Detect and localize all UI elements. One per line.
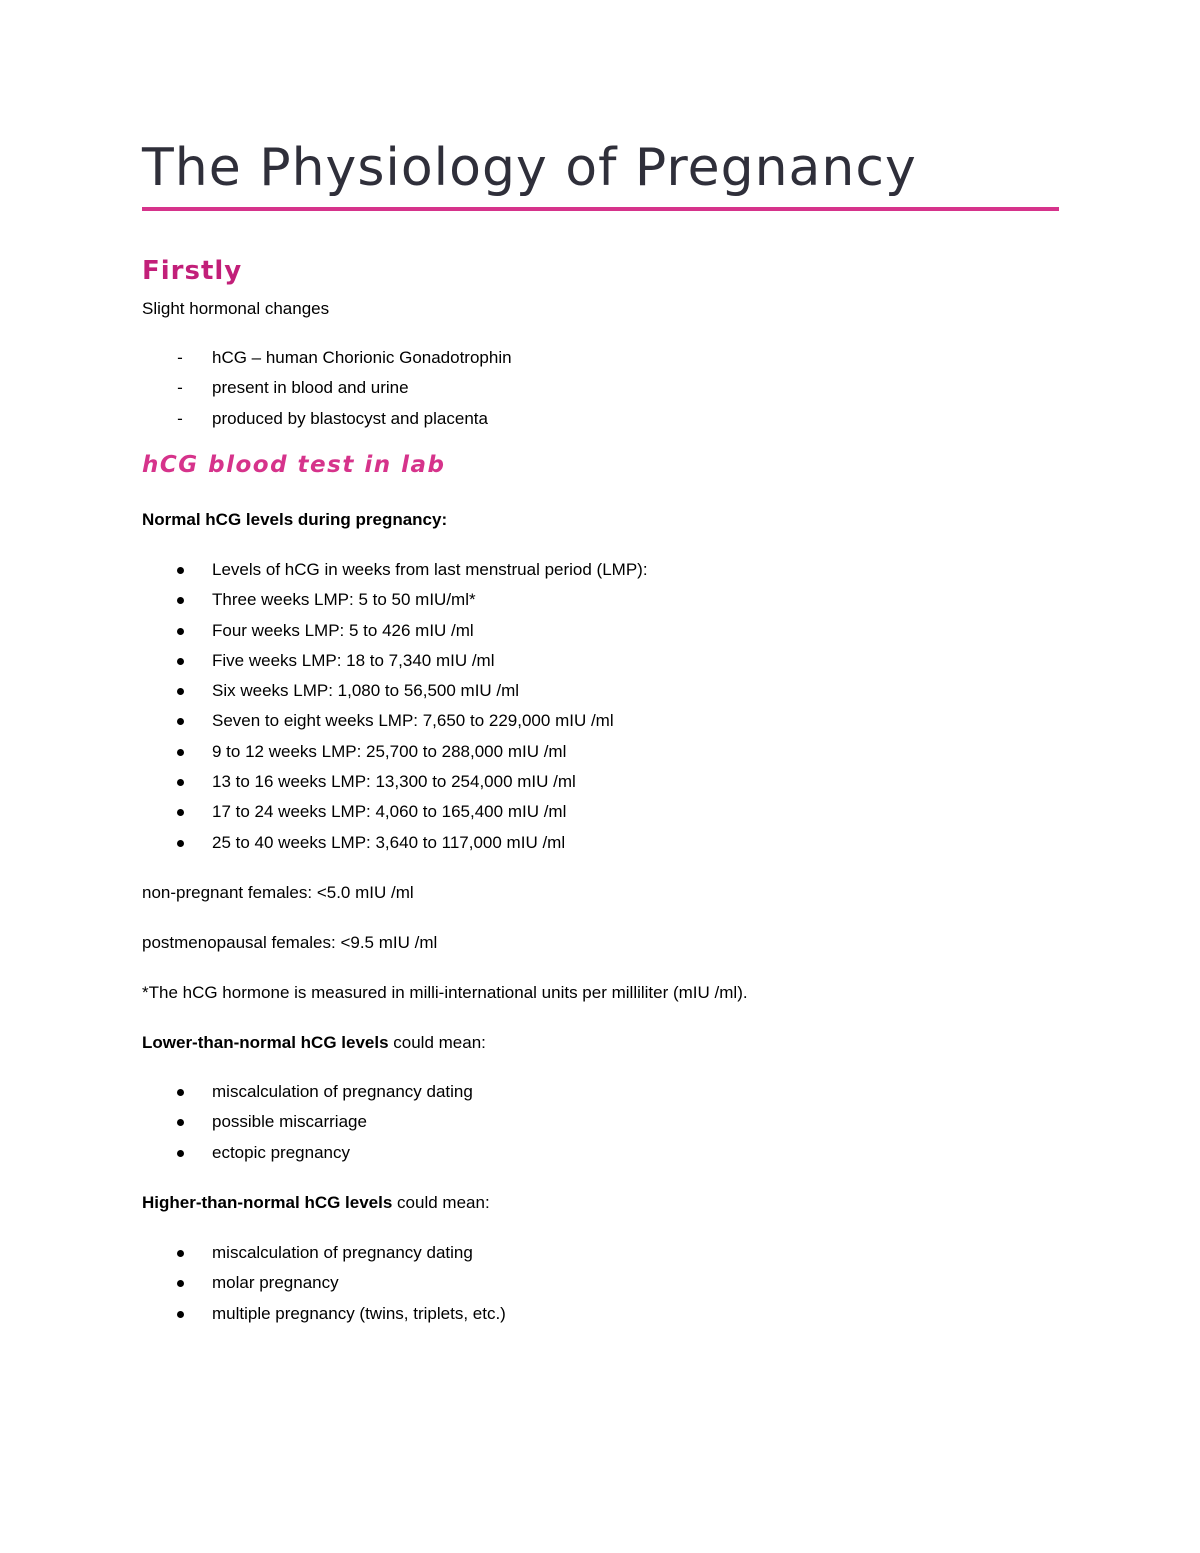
non-pregnant-reference: non-pregnant females: <5.0 mIU /ml: [142, 883, 414, 902]
page-title: The Physiology of Pregnancy: [142, 138, 917, 198]
bullet-icon: [177, 567, 184, 574]
bullet-icon: [177, 1119, 184, 1126]
bullet-icon: [177, 749, 184, 756]
section-heading-firstly: Firstly: [142, 256, 243, 286]
bullet-icon: [177, 688, 184, 695]
dash-marker: -: [177, 408, 183, 428]
higher-levels-heading: Higher-than-normal hCG levels could mean:: [142, 1193, 490, 1212]
units-footnote: *The hCG hormone is measured in milli-international units per milliliter (mIU /ml).: [142, 983, 748, 1002]
document-page: The Physiology of Pregnancy Firstly Slight hormonal changes - hCG – human Chorionic Gonadotrophin - present in blood and urine - produced by blastocyst and placenta hCG blood test in lab Normal hCG levels during pregnancy: Levels of hCG in weeks from last menstrual period (LMP): Three weeks LMP: 5 to 50 mIU/ml* Four weeks LMP: 5 to 426 mIU /ml Five weeks LMP: 18 to 7,340 mIU /ml Six weeks LMP: 1,080 to 56,500 mIU /ml Seven to eight weeks LMP: 7,650 to 229,000 mIU /ml 9 to 12 weeks LMP: 25,700 to 288,000 mIU /ml 13 to 16 weeks LMP: 13,300 to 254,000 mIU /ml 17 to 24 weeks LMP: 4,060 to 165,400 mIU /ml 25 to 40 weeks LMP: 3,640 to 117,000 mIU /ml non-pregnant females: <5.0 mIU /ml postmenopausal females: <9.5 mIU /ml *The hCG hormone is measured in milli-international units per milliliter (mIU /ml). Lower-than-normal hCG levels could mean: miscalculation of pregnancy dating possible miscarriage ectopic pregnancy Higher-than-normal hCG levels could mean: miscalculation of pregnancy dating molar pregnancy multiple pregnancy (twins, triplets, etc.): [0, 0, 1200, 1553]
bullet-icon: [177, 1280, 184, 1287]
bullet-icon: [177, 1250, 184, 1257]
lower-levels-heading: Lower-than-normal hCG levels could mean:: [142, 1033, 486, 1052]
firstly-intro: Slight hormonal changes: [142, 299, 330, 318]
postmenopausal-reference: postmenopausal females: <9.5 mIU /ml: [142, 933, 438, 952]
bullet-icon: [177, 658, 184, 665]
bullet-icon: [177, 809, 184, 816]
dash-marker: -: [177, 348, 183, 367]
bullet-icon: [177, 628, 184, 635]
bullet-icon: [177, 1311, 184, 1318]
bullet-icon: [177, 1150, 184, 1157]
bullet-icon: [177, 597, 184, 604]
bullet-icon: [177, 1089, 184, 1096]
normal-levels-heading: Normal hCG levels during pregnancy:: [142, 510, 448, 529]
dash-marker: -: [177, 378, 183, 398]
bullet-icon: [177, 840, 184, 847]
bullet-icon: [177, 779, 184, 786]
bullet-icon: [177, 718, 184, 725]
title-underline-rule: [142, 207, 1059, 211]
section-heading-hcg-blood-test: hCG blood test in lab: [142, 452, 446, 478]
